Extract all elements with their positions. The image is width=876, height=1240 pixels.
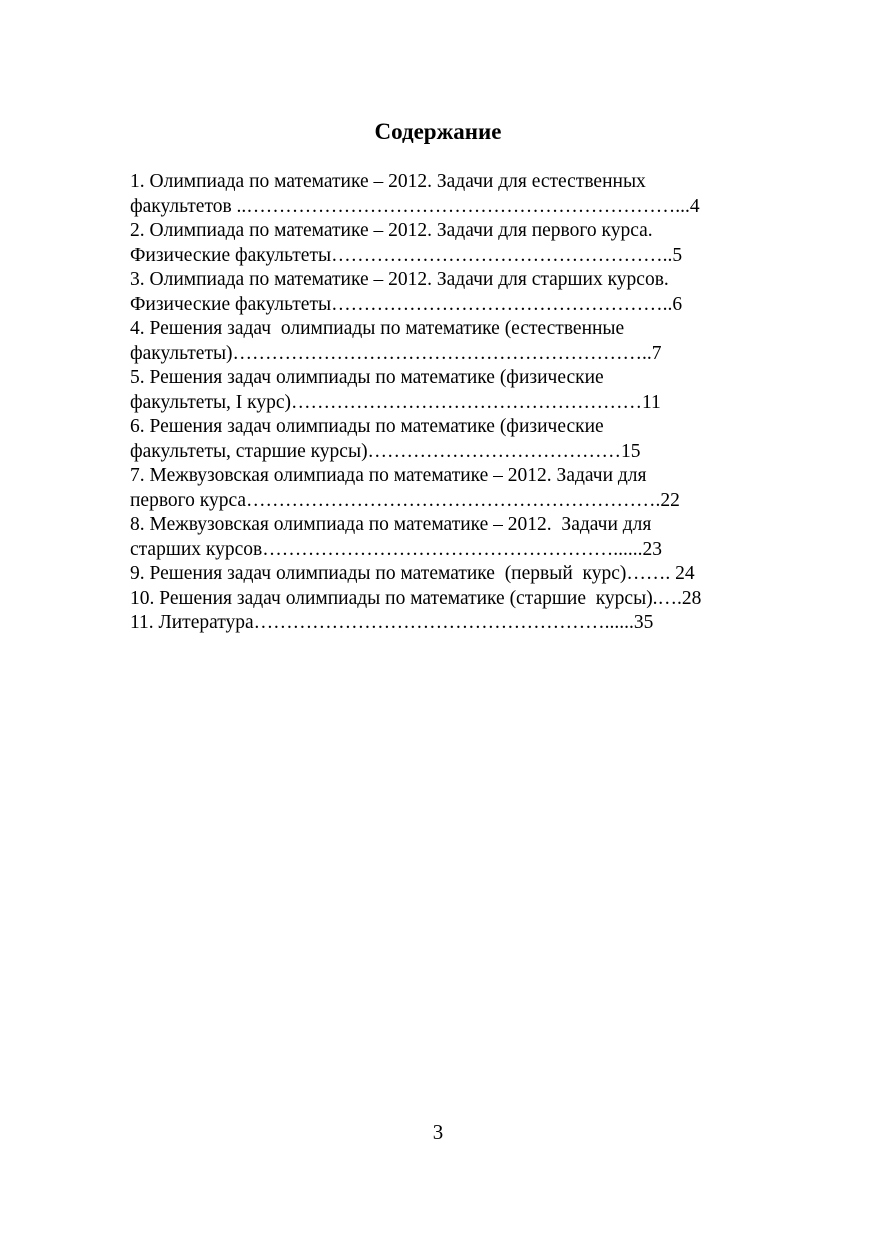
toc-line: Физические факультеты……………………………………………..6 bbox=[130, 293, 683, 315]
page-title: Содержание bbox=[374, 119, 502, 144]
toc-line: 4. Решения задач олимпиады по математике (естественные bbox=[130, 318, 625, 339]
toc-line: факультеты, старшие курсы)…………………………………15 bbox=[130, 440, 641, 462]
toc-line: 11. Литература………………………………………………......35 bbox=[130, 612, 654, 633]
toc-line: факультеты)………………………………………………………..7 bbox=[130, 342, 662, 364]
toc-line: 6. Решения задач олимпиады по математике (физические bbox=[130, 416, 604, 437]
toc-line: 8. Межвузовская олимпиада по математике – 2012. Задачи для bbox=[130, 514, 652, 535]
toc-line: факультетов ..…………………………………………………………...4 bbox=[130, 195, 700, 217]
toc-line: 7. Межвузовская олимпиада по математике – 2012. Задачи для bbox=[130, 465, 647, 486]
toc-line: 3. Олимпиада по математике – 2012. Задачи для старших курсов. bbox=[130, 269, 669, 290]
toc-line: 1. Олимпиада по математике – 2012. Задачи для естественных bbox=[130, 171, 646, 192]
toc-line: 5. Решения задач олимпиады по математике (физические bbox=[130, 367, 604, 388]
toc-line: Физические факультеты……………………………………………..5 bbox=[130, 244, 683, 266]
table-of-contents bbox=[130, 170, 750, 636]
toc-line: 2. Олимпиада по математике – 2012. Задачи для первого курса. bbox=[130, 220, 653, 241]
toc-line: старших курсов………………………………………………......23 bbox=[130, 538, 662, 560]
toc-line: 10. Решения задач олимпиады по математике (старшие курсы).….28 bbox=[130, 587, 702, 609]
page-number: 3 bbox=[432, 1120, 444, 1144]
toc-line: первого курса……………………………………………………….22 bbox=[130, 489, 680, 511]
toc-line: 9. Решения задач олимпиады по математике (первый курс)……. 24 bbox=[130, 563, 695, 584]
toc-line: факультеты, I курс)………………………………………………11 bbox=[130, 391, 661, 413]
